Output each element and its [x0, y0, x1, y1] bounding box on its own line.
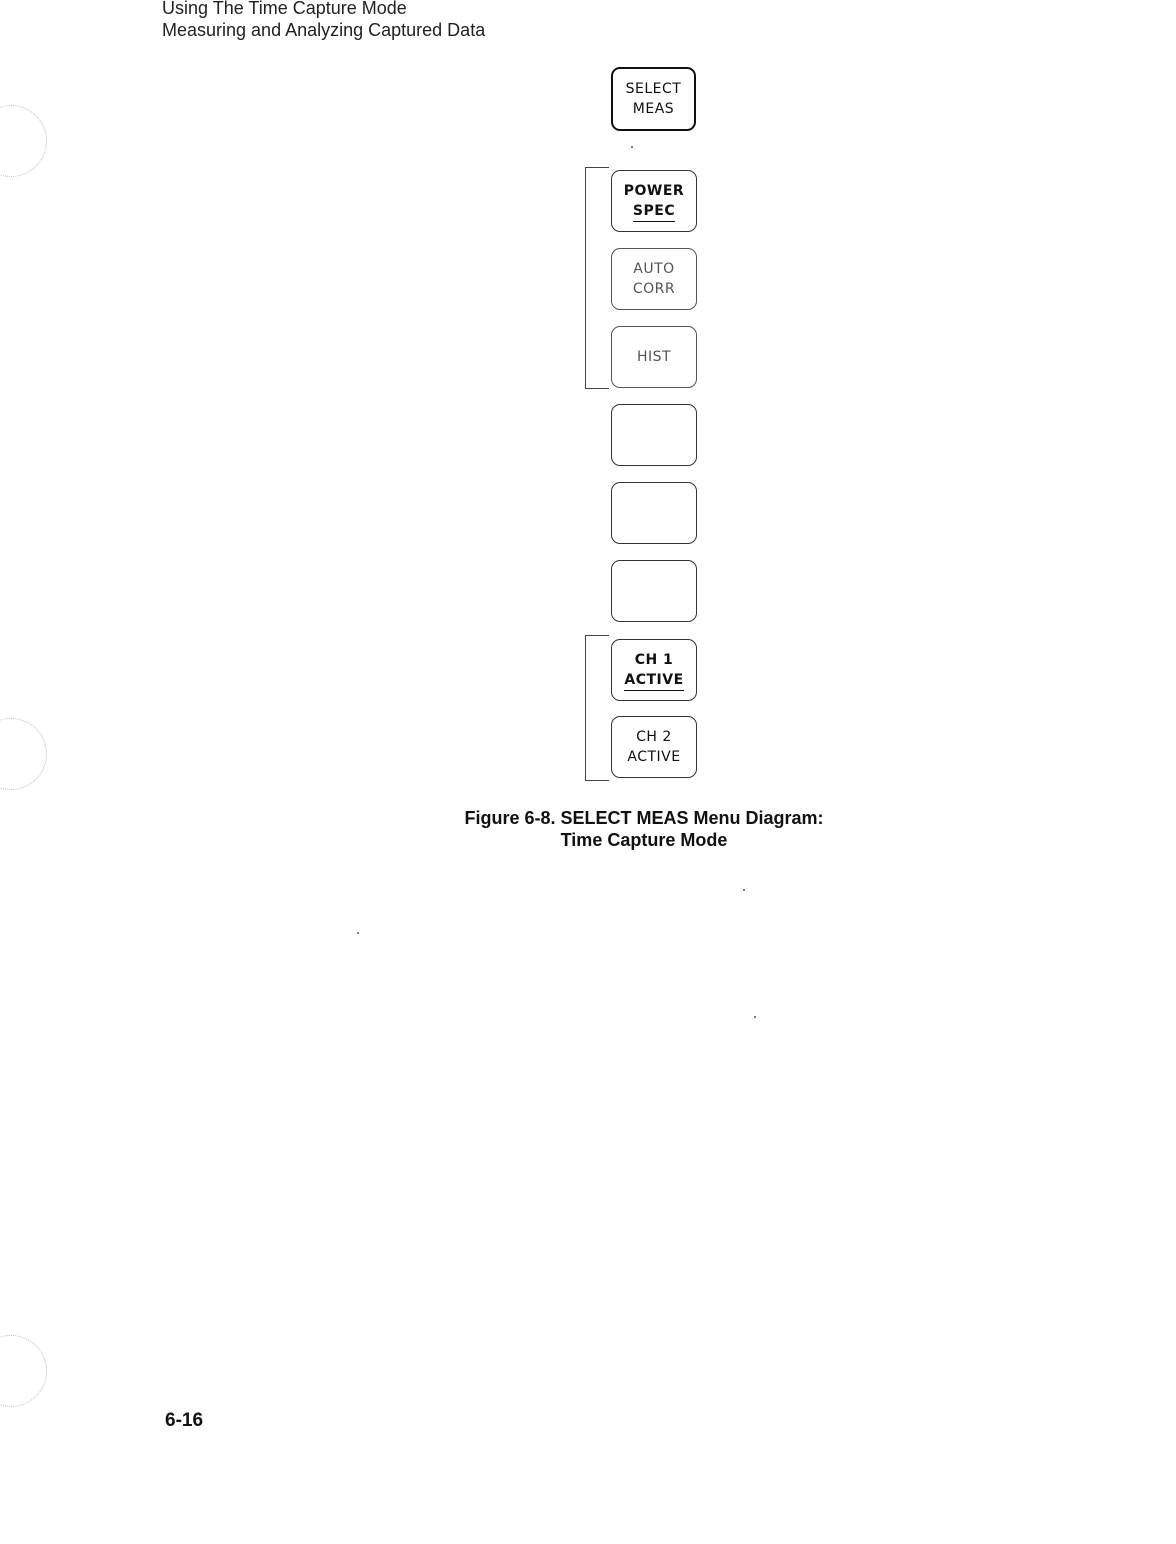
ch2-active-key-line2: ACTIVE: [627, 749, 681, 765]
select-meas-key-line1: SELECT: [625, 81, 682, 97]
punch-hole-top: [0, 105, 47, 177]
blank-key-2: [611, 482, 697, 544]
scan-speck: [631, 146, 633, 148]
ch2-active-key-line1: CH 2: [636, 729, 672, 745]
power-spec-key-line2: SPEC: [633, 201, 675, 222]
figure-caption-line2: Time Capture Mode: [560, 830, 728, 850]
running-header-chapter: Using The Time Capture Mode: [162, 0, 407, 18]
blank-key-1: [611, 404, 697, 466]
running-header-section: Measuring and Analyzing Captured Data: [162, 20, 486, 40]
measurement-group-bracket: [585, 167, 609, 389]
hist-key-label: HIST: [636, 349, 672, 365]
ch1-active-key-line1: CH 1: [634, 651, 674, 668]
select-meas-key: [611, 67, 696, 131]
ch1-active-key-line2: ACTIVE: [624, 670, 683, 691]
ch2-active-key: [611, 716, 697, 778]
punch-hole-bottom: [0, 1335, 47, 1407]
punch-hole-middle: [0, 718, 47, 790]
power-spec-key-line1: POWER: [623, 182, 685, 199]
blank-key-3: [611, 560, 697, 622]
auto-corr-key-line1: AUTO: [633, 261, 675, 277]
auto-corr-key-line2: CORR: [632, 281, 676, 297]
auto-corr-key: [611, 248, 697, 310]
channel-group-bracket: [585, 635, 609, 781]
scan-speck: [754, 1016, 756, 1018]
power-spec-key: [611, 170, 697, 232]
page-number: 6-16: [165, 1410, 204, 1431]
scan-speck: [743, 889, 745, 891]
hist-key: [611, 326, 697, 388]
ch1-active-key: [611, 639, 697, 701]
figure-caption-line1: Figure 6-8. SELECT MEAS Menu Diagram:: [464, 808, 824, 828]
scan-speck: [357, 932, 359, 934]
select-meas-key-line2: MEAS: [632, 101, 675, 117]
